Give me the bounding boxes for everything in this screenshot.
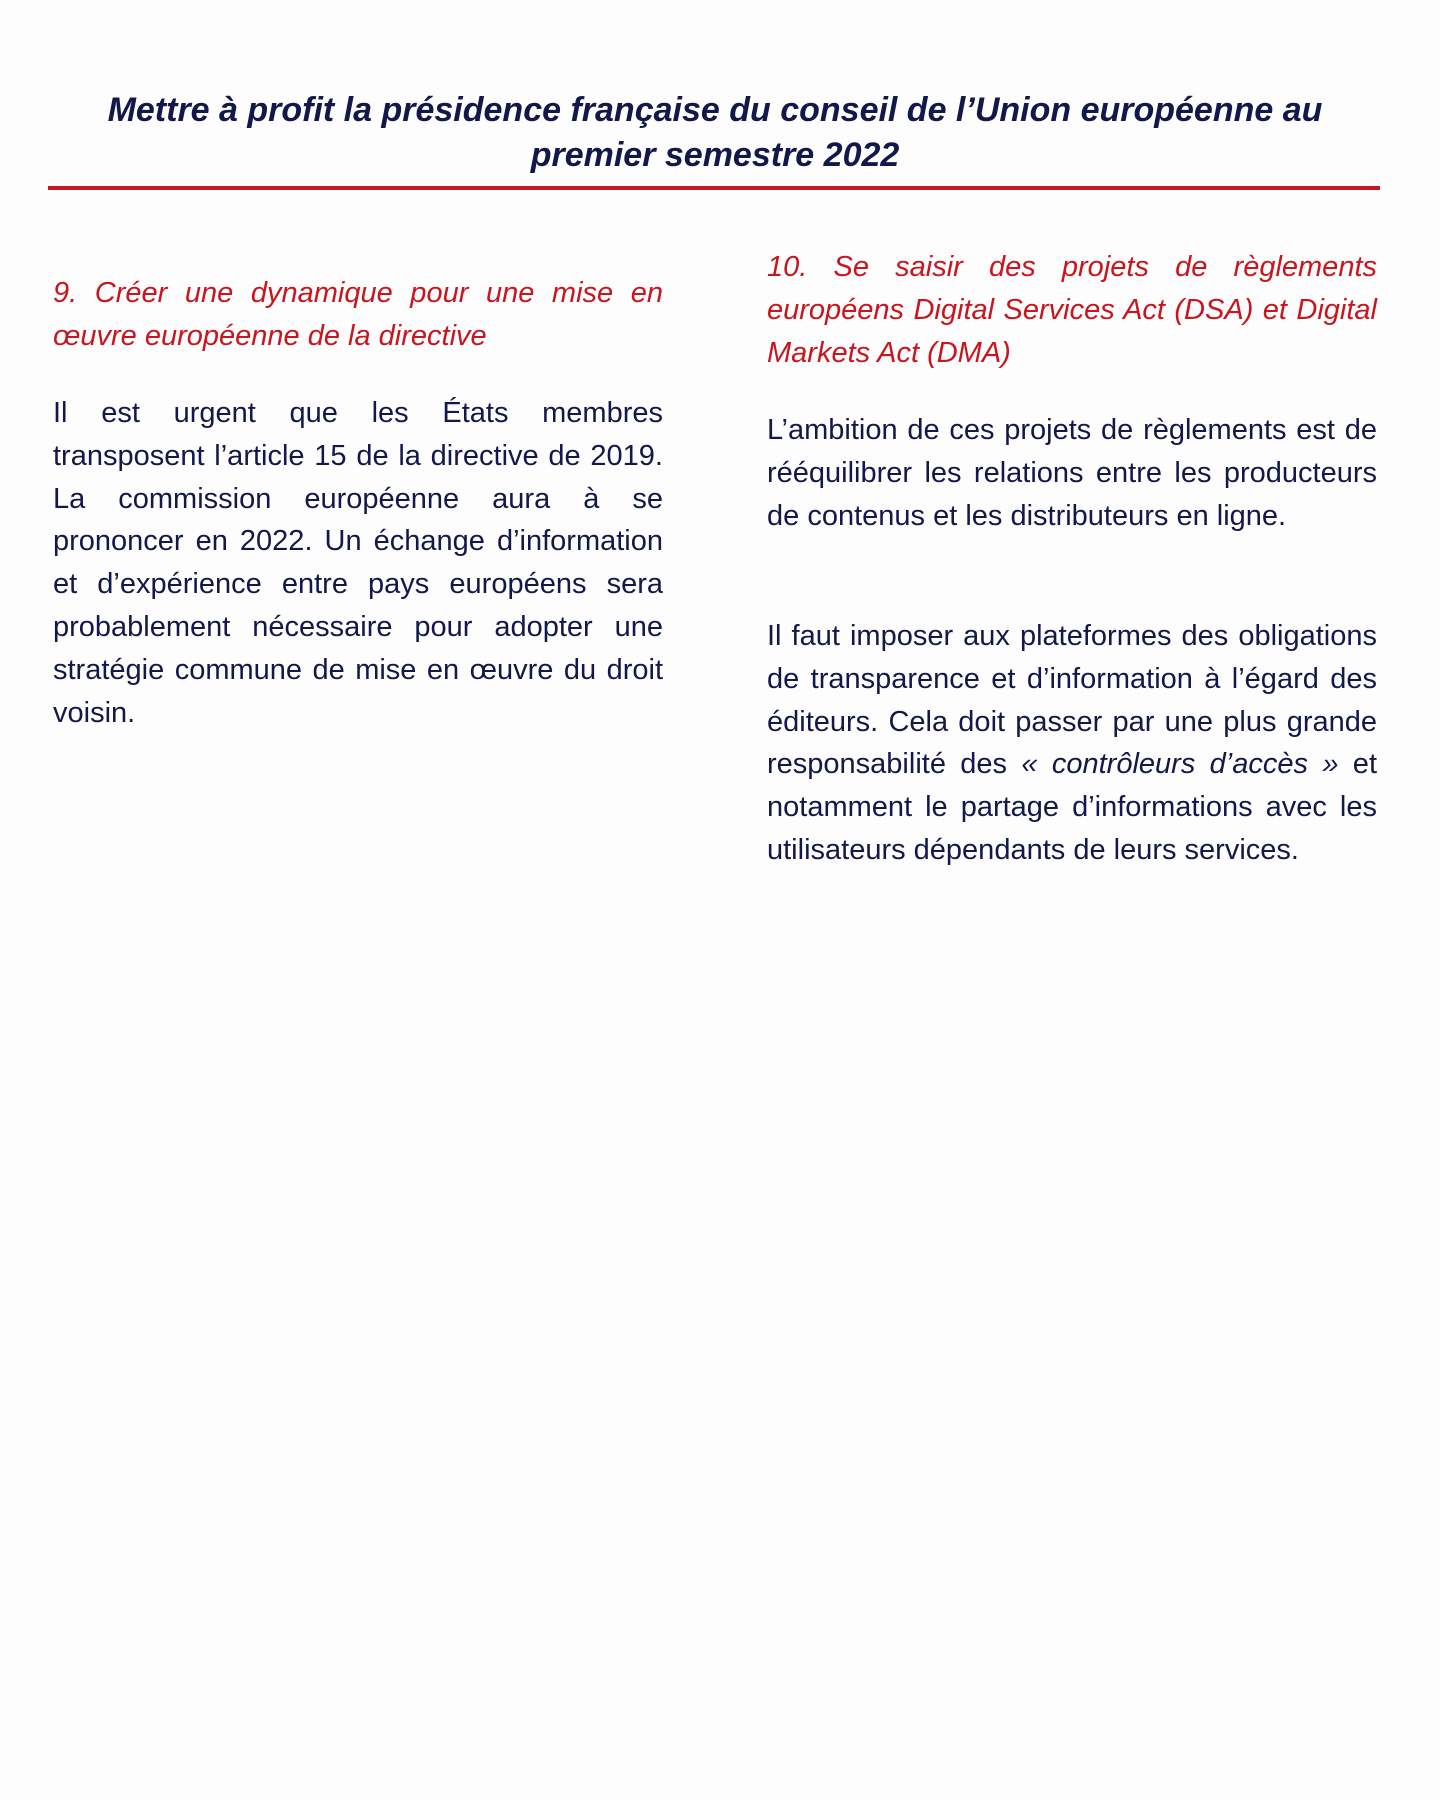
section-9-paragraph: Il est urgent que les États membres transposent l’article 15 de la directive de 2019. La commission européenne aura à se prononcer en 2022. Un échange d’information et d’expérience entre pays européens sera probablement nécessaire pour adopter une stratégie commune de mise en œuvre du droit voisin. — [53, 397, 663, 729]
page-title — [60, 88, 1370, 178]
section-10-paragraph-2-start: Il faut imposer aux plateformes des obligations de transparence et d’information à l’égard des éditeurs. Cela doit passer par une plus grande responsabilité des — [767, 620, 1377, 781]
page-title-line-2: premier semestre 2022 — [530, 136, 900, 174]
section-9-heading: 9. Créer une dynamique pour une mise en œuvre européenne de la directive — [53, 277, 663, 352]
section-10-paragraph-1: L’ambition de ces projets de règlements est de rééquilibrer les relations entre les producteurs de contenus et les distributeurs en ligne. — [767, 414, 1377, 532]
section-10-heading: 10. Se saisir des projets de règlements européens Digital Services Act (DSA) et Digital Markets Act (DMA) — [767, 251, 1377, 369]
title-divider — [48, 186, 1380, 190]
section-10-paragraph-2 — [767, 615, 1377, 872]
page-title-line-1: Mettre à profit la présidence française du conseil de l’Union européenne au — [107, 91, 1323, 129]
gatekeepers-quote: « contrôleurs d’accès » — [1021, 748, 1339, 781]
section-10-paragraph-2-end: et notamment le partage d’informations avec les utilisateurs dépendants de leurs services. — [767, 748, 1377, 866]
